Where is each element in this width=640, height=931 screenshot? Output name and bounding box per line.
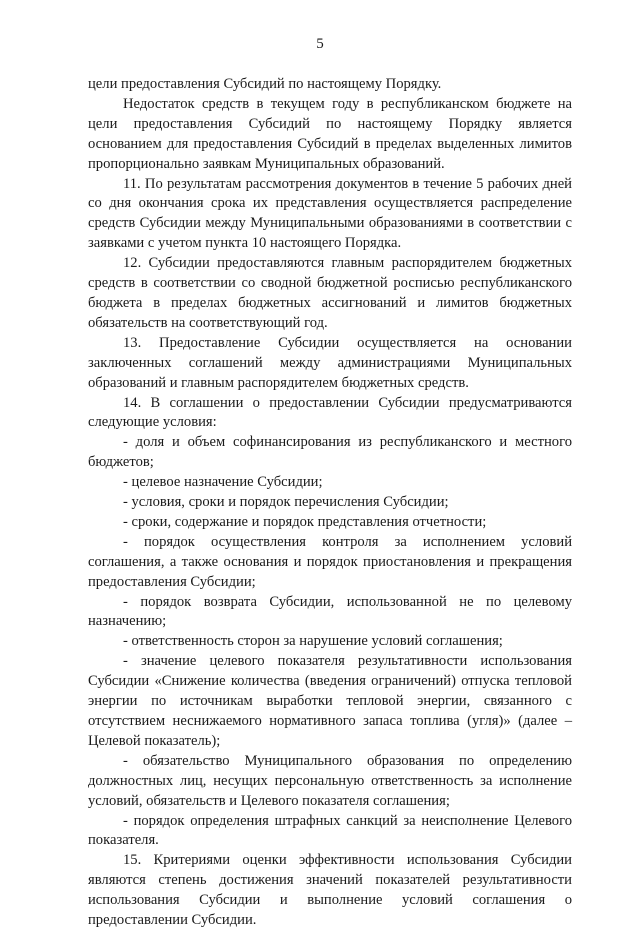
paragraph: цели предоставления Субсидий по настоящему Порядку. [88, 76, 442, 92]
document-body [88, 75, 572, 931]
paragraph: Недостаток средств в текущем году в республиканском бюджете на цели предоставления Субсидий по настоящему Порядку является основанием для предоставления Субсидий в пределах выделенных лимитов пропорционально заявкам Муниципальных образований. [88, 95, 572, 172]
list-item: - обязательство Муниципального образования по определению должностных лиц, несущих персональную ответственность за исполнение условий, обязательств и Целевого показателя соглашения; [88, 752, 572, 809]
list-item: - целевое назначение Субсидии; [123, 474, 323, 491]
paragraph-item-12: 12. Субсидии предоставляются главным распорядителем бюджетных средств в соответствии со сводной бюджетной росписью республиканского бюджета в пределах бюджетных ассигнований и лимитов бюджетных обязательств на соответствующий год. [88, 255, 572, 331]
list-item: - условия, сроки и порядок перечисления Субсидии; [123, 494, 449, 511]
list-item: - порядок определения штрафных санкций за неисполнение Целевого показателя. [88, 812, 572, 849]
list-item: - сроки, содержание и порядок представления отчетности; [123, 513, 487, 530]
paragraph-item-11: 11. По результатам рассмотрения документов в течение 5 рабочих дней со дня окончания срока их представления осуществляется распределение средств Субсидии между Муниципальными образованиями в соответствии с заявками с учетом пункта 10 настоящего Порядка. [88, 175, 572, 252]
paragraph-item-13: 13. Предоставление Субсидии осуществляется на основании заключенных соглашений между администрациями Муниципальных образований и главным распорядителем бюджетных средств. [88, 334, 572, 391]
list-item: - порядок осуществления контроля за исполнением условий соглашения, а также основания и порядок приостановления и прекращения предоставления Субсидии; [88, 533, 572, 590]
page-number: 5 [316, 36, 324, 52]
list-item: - доля и объем софинансирования из республиканского и местного бюджетов; [88, 434, 572, 471]
list-item: - ответственность сторон за нарушение условий соглашения; [123, 633, 503, 650]
list-item: - значение целевого показателя результативности использования Субсидии «Снижение количества (введения ограничений) отпуска тепловой энергии по источникам выработки тепловой энергии, связанного с отсутствием неснижаемого нормативного запаса топлива (угля)» (далее – Целевой показатель); [88, 653, 572, 749]
paragraph-item-14: 14. В соглашении о предоставлении Субсидии предусматриваются следующие условия: [88, 394, 572, 431]
paragraph-item-15: 15. Критериями оценки эффективности использования Субсидии являются степень достижения значений показателей результативности использования Субсидии и выполнение условий соглашения о предоставлении Субсидии. [88, 852, 572, 929]
list-item: - порядок возврата Субсидии, использованной не по целевому назначению; [88, 593, 572, 630]
